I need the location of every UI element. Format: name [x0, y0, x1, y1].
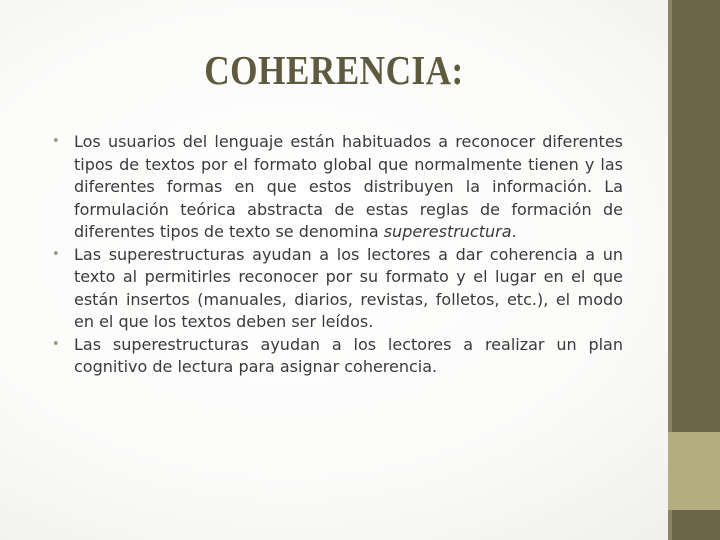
bullet-tail: .	[511, 222, 517, 241]
side-accent-block	[668, 432, 720, 510]
bullet-emphasis: superestructura	[383, 222, 512, 241]
bullet-item	[52, 131, 623, 244]
bullet-text: Las superestructuras ayudan a los lectores a dar coherencia a un texto al permitirles reconocer por su formato y el lugar en el que están insertos (manuales, diarios, revistas, folletos, etc.), el modo en el que los textos deben ser leídos.	[74, 244, 623, 331]
bullet-dot-icon: •	[52, 246, 60, 262]
bullet-dot-icon: •	[52, 336, 60, 352]
bullet-dot-icon: •	[52, 134, 60, 149]
bullet-item	[52, 334, 623, 379]
bullet-text: Los usuarios del lenguaje están habituados a reconocer diferentes tipos de textos por el formato global que normalmente tienen y las diferentes formas en que estos distribuyen la información. La formulación teórica abstracta de estas reglas de formación de diferentes tipos de texto se denomina	[74, 132, 623, 241]
bullet-text: Las superestructuras ayudan a los lectores a realizar un plan cognitivo de lectura para asignar coherencia.	[74, 334, 623, 376]
slide-title: COHERENCIA:	[204, 47, 464, 93]
bullet-list	[52, 131, 623, 379]
bullet-item	[52, 244, 623, 334]
